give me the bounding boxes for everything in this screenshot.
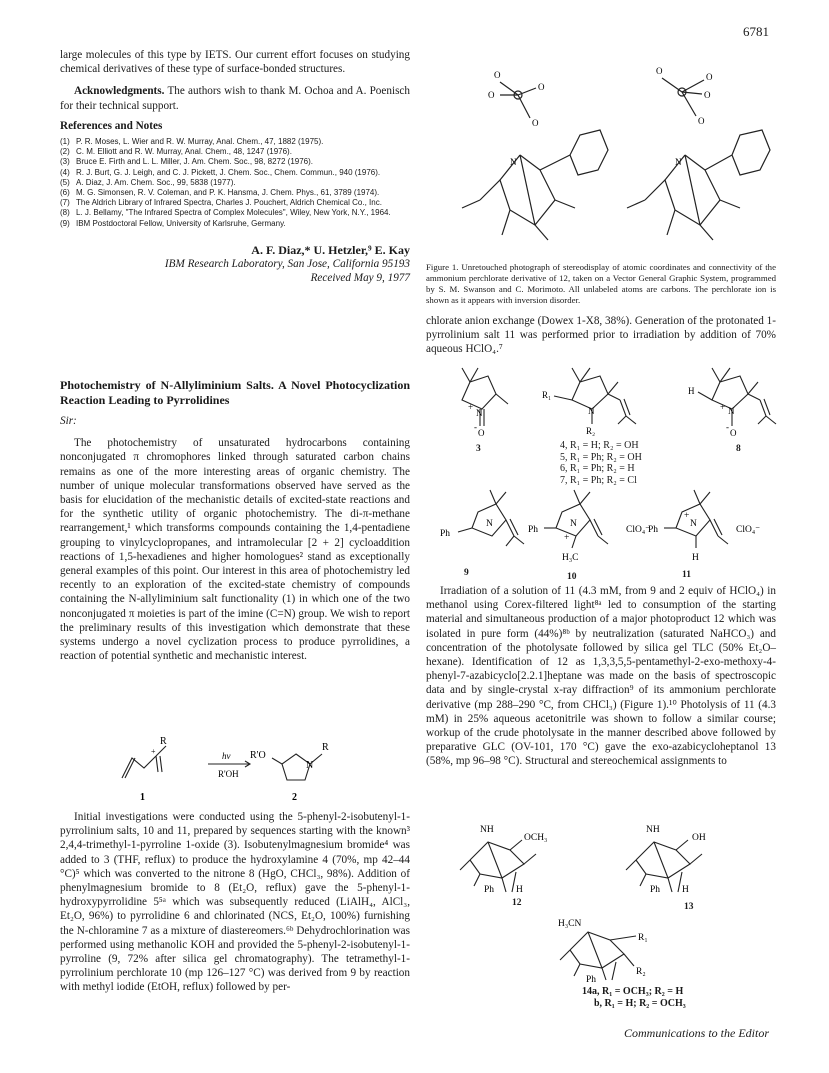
compound-label-2: 2 <box>292 792 297 803</box>
r1-label: R₁ <box>542 390 552 400</box>
structures-12-13 <box>440 820 790 908</box>
reference-item: (4) R. J. Burt, G. J. Leigh, and C. J. Pickett, J. Chem. Soc., Chem. Commun., 940 (1976). <box>60 167 381 177</box>
scheme-1-to-2 <box>100 734 390 804</box>
byline-affiliation: IBM Research Laboratory, San Jose, California 95193 <box>164 258 410 271</box>
svg-text:O: O <box>478 428 485 438</box>
page-number: 6781 <box>743 24 769 39</box>
left-column <box>60 48 410 285</box>
compound-label-13: 13 <box>684 902 694 912</box>
right-para-1-wrap <box>426 314 776 357</box>
h-label-8: H <box>688 386 695 396</box>
svg-text:O: O <box>532 118 539 128</box>
compound-label-10: 10 <box>567 572 577 582</box>
clo4-label-11: ClO₄⁻ <box>736 525 761 535</box>
h3c-label: H₃C <box>562 553 579 563</box>
h-label-11: H <box>692 553 699 563</box>
right-paragraph-1: chlorate anion exchange (Dowex 1-X8, 38%). Generation of the protonated 1-pyrrolinium salt 11 was performed prior to irradiation by addition of 70% aqueous HClO₄.⁷ <box>426 315 776 356</box>
ph-label-13: Ph <box>650 885 661 895</box>
ph-label-9: Ph <box>440 529 451 539</box>
r2-label: R₂ <box>586 426 596 436</box>
svg-text:O: O <box>488 90 495 100</box>
svg-text:N: N <box>570 519 577 529</box>
svg-text:O: O <box>494 70 501 80</box>
r-label-2: R <box>322 742 329 753</box>
svg-text:N: N <box>306 760 314 771</box>
svg-text:-: - <box>726 422 729 432</box>
svg-text:-: - <box>474 422 477 432</box>
figure-1-stereo <box>440 50 790 255</box>
continuation-paragraph: large molecules of this type by IETS. Our current effort focuses on studying chemical derivatives of these type of surface-bonded structures. <box>60 49 410 76</box>
och3-label-12: OCH₃ <box>524 833 548 843</box>
reference-item: (2) C. M. Elliott and R. W. Murray, Anal. Chem., 48, 1247 (1976). <box>60 147 292 157</box>
svg-text:+: + <box>564 533 570 543</box>
figure-1-caption: Figure 1. Unretouched photograph of stereodisplay of atomic coordinates and connectivity of the ammonium perchlorate derivative of 12, taken on a Vector General Graphic System, programmed by S. M. Swanson and C. Morimoto. All unlabeled atoms are carbons. The perchlorate ion is shown as it appears with inversion disorder. <box>426 262 776 305</box>
reference-item: (6) M. G. Simonsen, R. V. Coleman, and P. K. Hansma, J. Chem. Phys., 61, 3789 (1974). <box>60 188 380 198</box>
article-title: Photochemistry of N-Allyliminium Salts. A Novel Photocyclization Reaction Leading to Pyrrolidines <box>60 378 410 407</box>
h-label-13: H <box>682 885 689 895</box>
synthesis-paragraph-wrap <box>60 810 410 995</box>
ph-label-14: Ph <box>586 975 597 985</box>
page-footer: Communications to the Editor <box>624 1026 769 1040</box>
structure-14 <box>540 910 740 986</box>
svg-text:O: O <box>538 82 545 92</box>
r2-label-14: R₂ <box>636 967 646 977</box>
assignments-4-7: 4, R₁ = H; R₂ = OH 5, R₁ = Ph; R₂ = OH 6, R₁ = Ph; R₂ = H 7, R₁ = Ph; R₂ = Cl <box>560 440 642 486</box>
oh-label-13: OH <box>692 833 706 843</box>
references-list <box>60 137 410 229</box>
nh-label-13: NH <box>646 825 660 835</box>
r-label-1: R <box>160 736 167 747</box>
acknowledgments-text: The authors wish to thank M. Ochoa and A. Poenisch for their technical support. <box>60 85 410 112</box>
reference-item: (9) IBM Postdoctoral Fellow, University of Karlsruhe, Germany. <box>60 218 286 228</box>
compound-label-8: 8 <box>736 444 741 454</box>
svg-text:N: N <box>486 519 493 529</box>
reference-item: (1) P. R. Moses, L. Wier and R. W. Murray, Anal. Chem., 47, 1882 (1975). <box>60 137 324 147</box>
byline-authors: A. F. Diaz,* U. Hetzler,⁹ E. Kay <box>251 242 410 257</box>
svg-text:O: O <box>706 72 713 82</box>
r1-label-14: R₁ <box>638 933 648 943</box>
right-paragraph-2: Irradiation of a solution of 11 (4.3 mM, from 9 and 2 equiv of HClO₄) in methanol using Corex-filtered light⁸ᵃ led to consumption of the starting material and simultaneous production of a major photoproduct 12 which was isolated in pure form (44%)⁸ᵇ by neutralization (saturated NaHCO₃) and concentration of the photolysate followed by silica gel TLC (50% Et₂O–hexane). Identification of 12 as 1,3,3,5,5-pentamethyl-2-exo-methoxy-4-phenyl-7-azabicyclo[2.2.1]heptane was made on the basis of spectroscopic data and by single-crystal x-ray diffraction⁹ of its ammonium perchlorate derivative (mp 288–290 °C, from CHCl₃) (Figure 1).¹⁰ Photolysis of 11 (4.3 mM) in 25% aqueous acetonitrile was shown to follow a similar course; workup of the crude photolysate in the manner described above followed by preparative GLC (OV-101, 170 °C) gave the exo-azabicycloheptanol 13 (58%, mp 96–98 °C). Structural and stereochemical assignments to <box>426 585 776 768</box>
svg-text:N: N <box>476 408 483 418</box>
svg-text:N: N <box>510 157 517 167</box>
svg-text:N: N <box>675 157 682 167</box>
h-label-12: H <box>516 885 523 895</box>
svg-text:N: N <box>728 406 735 416</box>
svg-text:O: O <box>656 66 663 76</box>
intro-paragraph: The photochemistry of unsaturated hydrocarbons containing nonconjugated π chromophores linked through saturated carbon chains remains as one of the more interesting areas of organic chemistry. The number of unique molecular transformations observed have served as the basis for elucidation of the mechanistic details of excited-state reactions and for the synthetic utility of organic photochemistry. The di-π-methane rearrangement,¹ which transforms compounds containing the 1,4-pentadiene grouping to vinylcyclopropanes, and intramolecular [2 + 2] cycloaddition reactions of 1,5-hexadienes and higher homologues² stand as exceptionally general examples of this point. Our interest in this area of photochemistry led recently to an exploration of the excited-state chemistry of compounds containing the N-allyliminium salt functionality (1) in which one of the two nonconjugated π moieties is part of the imine (C=N) group. We wish to report the preliminary results of this investigation which demonstrate that these systems undergo a novel cyclization process to produce pyrrolidines, a reaction of potential synthetic and mechanistic interest. <box>60 437 410 663</box>
ph-label-10: Ph <box>528 525 539 535</box>
compound-label-3: 3 <box>476 444 481 454</box>
article-start <box>60 378 410 663</box>
svg-text:+: + <box>684 511 690 521</box>
reference-item: (3) Bruce E. Firth and L. L. Miller, J. Am. Chem. Soc., 98, 8272 (1976). <box>60 157 313 167</box>
ph-label-11: Ph <box>648 525 659 535</box>
compound-label-1: 1 <box>140 792 145 803</box>
svg-text:O: O <box>730 428 737 438</box>
acknowledgments-heading: Acknowledgments. <box>74 85 165 98</box>
structures-9-10-11 <box>440 488 790 570</box>
reference-item: (7) The Aldrich Library of Infrared Spectra, Charles J. Pouchert, Aldrich Chemical Co., Inc. <box>60 198 382 208</box>
ph-label-12: Ph <box>484 885 495 895</box>
assignments-14: 14a, R₁ = OCH₃; R₂ = H b, R₁ = H; R₂ = OCH₃ <box>582 986 686 1009</box>
references-heading: References and Notes <box>60 119 163 132</box>
clo4-label-10: ClO₄⁻ <box>626 525 651 535</box>
reference-item: (5) A. Diaz, J. Am. Chem. Soc., 99, 5838 (1977). <box>60 177 236 187</box>
compound-label-11: 11 <box>682 570 691 580</box>
product-substituent: R'O <box>250 750 266 761</box>
acknowledgments <box>60 84 410 112</box>
nh-label-12: NH <box>480 825 494 835</box>
reference-item: (8) L. J. Bellamy, "The Infrared Spectra of Complex Molecules", Wiley, New York, N.Y., 1964. <box>60 208 391 218</box>
svg-text:+: + <box>720 402 726 412</box>
svg-text:N: N <box>690 519 697 529</box>
synthesis-paragraph: Initial investigations were conducted using the 5-phenyl-2-isobutenyl-1-pyrrolinium salts, 10 and 11, prepared by sequences starting with the known³ 2,4,4-trimethyl-1-pyrroline 1-oxide (3). Isobutenylmagnesium bromide⁴ was added to 3 (THF, reflux) to produce the hydroxylamine 4 (70%, mp 42–44 °C)⁵ which was converted to the nitrone 8 (HgO, CHCl₃, 98%). Addition of phenylmagnesium bromide to 8 (Et₂O, reflux) gave the 5-phenyl-1-hydroxypyrrolidine 5⁵ᵃ which was subsequently reduced (LiAlH₄, AlCl₃, Et₂O, 96%) to pyrrolidine 6 and chlorinated (NCS, Et₂O, 100%) furnishing the N-chloramine 7 as a mixture of diastereomers.⁶ᵇ Dehydrochlorination was performed using methanolic KOH and provided the 5-phenyl-2-isobutenyl-1-pyrroline (9, 72% after silica gel chromatography). The tetramethyl-1-pyrrolinium perchlorate 10 (mp 126–127 °C) was derived from 9 by reaction with methyl iodide (EtOH, reflux) followed by per- <box>60 811 410 994</box>
right-para-2-wrap <box>426 584 776 769</box>
svg-text:+: + <box>468 402 474 412</box>
salutation: Sir: <box>60 415 77 427</box>
byline-received: Received May 9, 1977 <box>310 272 410 285</box>
svg-text:O: O <box>698 116 705 126</box>
compound-label-9: 9 <box>464 568 469 578</box>
h3cn-label: H₃CN <box>558 919 582 929</box>
reagent-label: R'OH <box>218 769 239 779</box>
svg-text:+: + <box>151 747 156 756</box>
svg-text:O: O <box>704 90 711 100</box>
hv-label: hν <box>222 751 231 761</box>
compound-label-12: 12 <box>512 898 522 908</box>
svg-text:N: N <box>588 406 595 416</box>
